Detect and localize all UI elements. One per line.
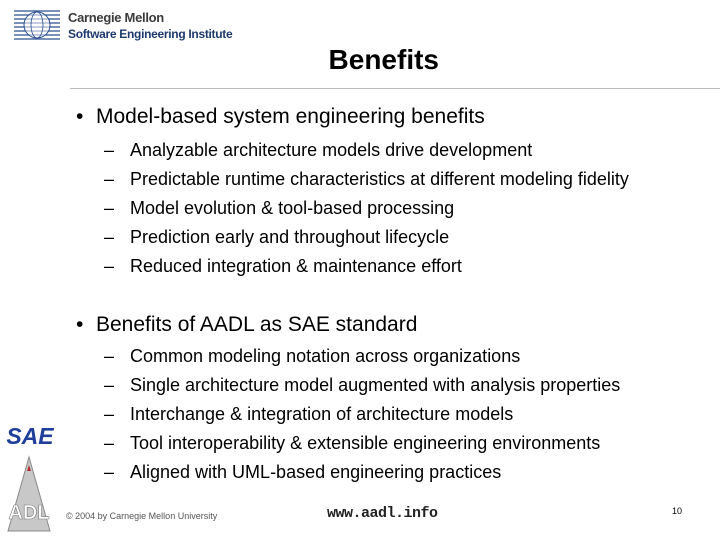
list-item — [104, 342, 620, 371]
dash-glyph: – — [104, 227, 115, 247]
list-item — [104, 400, 620, 429]
page-number: 10 — [672, 506, 683, 516]
dash-glyph: – — [104, 140, 115, 160]
list-item-text: Common modeling notation across organizations — [130, 346, 521, 366]
list-item-text: Reduced integration & maintenance effort — [130, 256, 462, 276]
list-item — [104, 223, 629, 252]
list-item-text: Interchange & integration of architecture models — [130, 404, 514, 424]
list-item-text: Predictable runtime characteristics at different modeling fidelity — [130, 169, 629, 189]
list-item-text: Tool interoperability & extensible engineering environments — [130, 433, 601, 453]
sei-header — [8, 6, 233, 46]
sub-list-model-based — [104, 136, 629, 281]
adl-logo-text: ADL — [8, 502, 50, 524]
list-item — [104, 252, 629, 281]
dash-glyph: – — [104, 462, 115, 482]
footer-url: www.aadl.info — [327, 505, 438, 522]
dash-glyph: – — [104, 256, 115, 276]
bullet-model-based — [76, 105, 485, 129]
dash-glyph: – — [104, 198, 115, 218]
title-divider — [70, 88, 720, 89]
list-item — [104, 371, 620, 400]
bullet-glyph: • — [76, 105, 84, 128]
bullet-text: Model-based system engineering benefits — [96, 105, 485, 128]
list-item-text: Model evolution & tool-based processing — [130, 198, 455, 218]
list-item — [104, 429, 620, 458]
adl-logo-icon — [4, 455, 54, 535]
dash-glyph: – — [104, 433, 115, 453]
institution-name: Carnegie Mellon — [68, 10, 164, 25]
sub-list-aadl-sae — [104, 342, 620, 487]
dash-glyph: – — [104, 169, 115, 189]
list-item — [104, 165, 629, 194]
list-item-text: Aligned with UML-based engineering practices — [130, 462, 502, 482]
list-item — [104, 136, 629, 165]
list-item-text: Prediction early and throughout lifecycle — [130, 227, 450, 247]
list-item-text: Single architecture model augmented with analysis properties — [130, 375, 621, 395]
dash-glyph: – — [104, 404, 115, 424]
bullet-aadl-sae — [76, 313, 417, 337]
list-item — [104, 194, 629, 223]
dash-glyph: – — [104, 375, 115, 395]
dash-glyph: – — [104, 346, 115, 366]
list-item-text: Analyzable architecture models drive development — [130, 140, 533, 160]
institution-subtitle: Software Engineering Institute — [68, 27, 233, 41]
sae-logo-text: SAE — [6, 423, 54, 449]
copyright-text: © 2004 by Carnegie Mellon University — [66, 511, 218, 521]
bullet-text: Benefits of AADL as SAE standard — [96, 313, 418, 336]
sei-globe-logo-icon — [12, 8, 62, 42]
slide-title: Benefits — [328, 44, 439, 75]
list-item — [104, 458, 620, 487]
bullet-glyph: • — [76, 313, 84, 336]
sae-logo-icon — [4, 420, 56, 450]
